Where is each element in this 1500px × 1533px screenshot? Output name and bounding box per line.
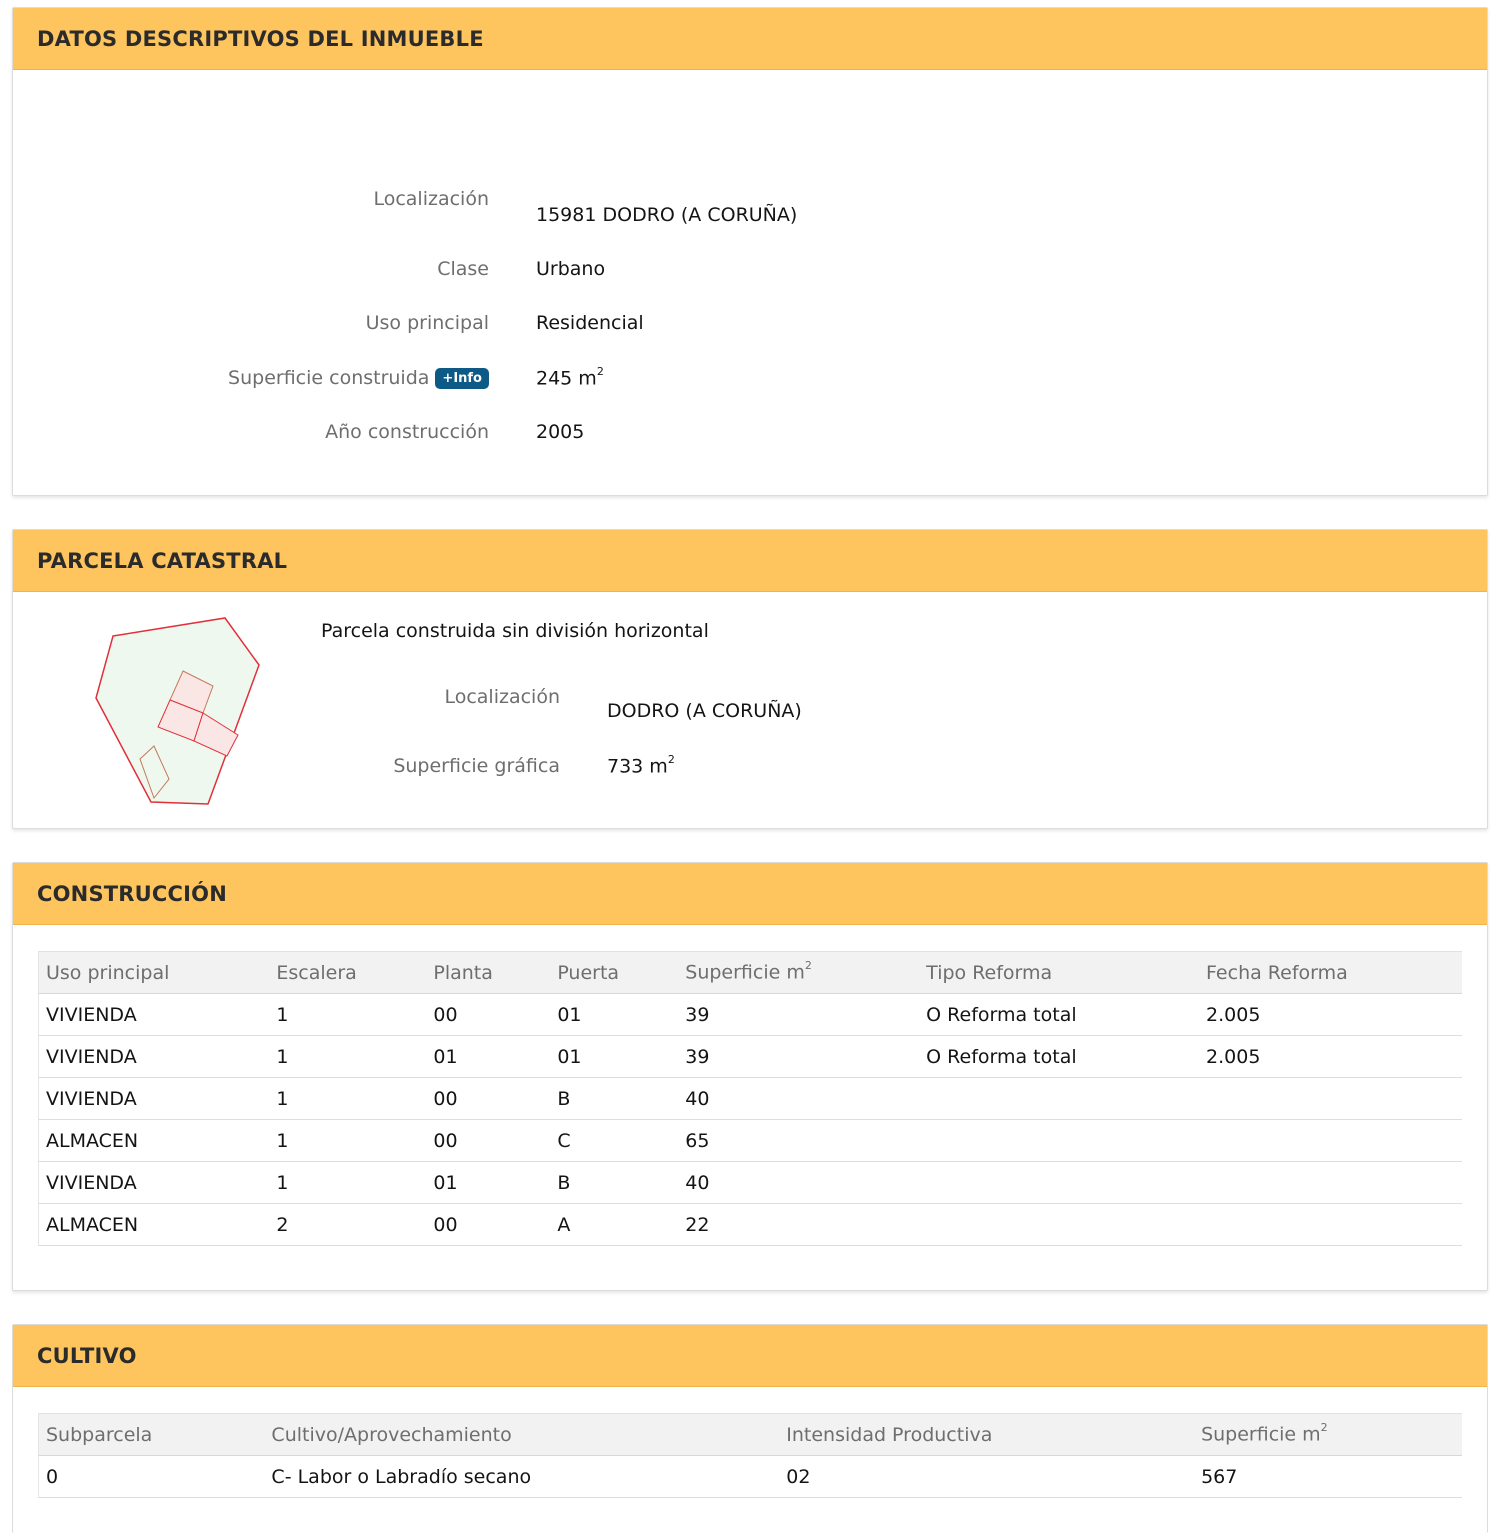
cell-uso: VIVIENDA xyxy=(39,994,270,1036)
table-row xyxy=(39,1204,1463,1246)
superficie-construida-value xyxy=(536,367,604,389)
cell-planta: 00 xyxy=(426,1078,550,1120)
cell-superficie: 39 xyxy=(678,1036,919,1078)
parcel-map-thumbnail[interactable] xyxy=(91,614,291,814)
col-subparcela: Subparcela xyxy=(39,1414,265,1456)
cell-intensidad: 02 xyxy=(779,1456,1194,1498)
col-planta: Planta xyxy=(426,952,550,994)
cell-planta: 01 xyxy=(426,1036,550,1078)
datos-descriptivos-title: DATOS DESCRIPTIVOS DEL INMUEBLE xyxy=(37,26,484,51)
parcela-description: Parcela construida sin división horizontal xyxy=(321,620,709,642)
col-fecha-reforma: Fecha Reforma xyxy=(1199,952,1462,994)
col-intensidad: Intensidad Productiva xyxy=(779,1414,1194,1456)
cell-puerta: 01 xyxy=(550,994,678,1036)
cell-escalera: 1 xyxy=(269,1162,426,1204)
table-row xyxy=(39,994,1463,1036)
cell-fecha-reforma xyxy=(1199,1078,1462,1120)
cell-tipo-reforma xyxy=(919,1162,1199,1204)
col-superficie xyxy=(1194,1414,1462,1456)
cell-tipo-reforma: O Reforma total xyxy=(919,1036,1199,1078)
cultivo-table xyxy=(38,1413,1462,1498)
cell-fecha-reforma: 2.005 xyxy=(1199,1036,1462,1078)
cell-puerta: C xyxy=(550,1120,678,1162)
superficie-grafica-number: 733 m xyxy=(607,755,668,778)
cell-uso: VIVIENDA xyxy=(39,1078,270,1120)
parcela-localizacion-value: DODRO (A CORUÑA) xyxy=(607,700,802,722)
cell-superficie: 40 xyxy=(678,1078,919,1120)
anio-construccion-value: 2005 xyxy=(536,421,585,443)
col-puerta: Puerta xyxy=(550,952,678,994)
cell-puerta: B xyxy=(550,1162,678,1204)
table-row xyxy=(39,1078,1463,1120)
cell-superficie: 40 xyxy=(678,1162,919,1204)
parcela-localizacion-label: Localización xyxy=(444,686,560,708)
cultivo-title: CULTIVO xyxy=(37,1343,137,1368)
construccion-header-row xyxy=(39,952,1463,994)
localizacion-label: Localización xyxy=(373,188,489,210)
cell-puerta: B xyxy=(550,1078,678,1120)
col-uso-principal: Uso principal xyxy=(39,952,270,994)
cell-uso: ALMACEN xyxy=(39,1204,270,1246)
cell-tipo-reforma xyxy=(919,1120,1199,1162)
cell-planta: 00 xyxy=(426,1204,550,1246)
cell-escalera: 2 xyxy=(269,1204,426,1246)
construccion-title: CONSTRUCCIÓN xyxy=(37,881,227,906)
datos-descriptivos-header xyxy=(13,8,1487,70)
col-superficie-label: Superficie m xyxy=(1201,1423,1321,1446)
col-cultivo: Cultivo/Aprovechamiento xyxy=(264,1414,779,1456)
table-row xyxy=(39,1036,1463,1078)
cell-puerta: A xyxy=(550,1204,678,1246)
cell-tipo-reforma: O Reforma total xyxy=(919,994,1199,1036)
datos-descriptivos-panel xyxy=(12,7,1488,496)
cell-fecha-reforma xyxy=(1199,1204,1462,1246)
parcela-catastral-panel xyxy=(12,529,1488,829)
cell-planta: 01 xyxy=(426,1162,550,1204)
cell-fecha-reforma xyxy=(1199,1162,1462,1204)
cell-escalera: 1 xyxy=(269,1078,426,1120)
construccion-panel xyxy=(12,862,1488,1291)
cell-planta: 00 xyxy=(426,994,550,1036)
col-escalera: Escalera xyxy=(269,952,426,994)
superficie-construida-row-label xyxy=(13,367,489,389)
table-row xyxy=(39,1162,1463,1204)
localizacion-value: 15981 DODRO (A CORUÑA) xyxy=(536,204,798,226)
col-superficie-exp: 2 xyxy=(804,959,812,973)
cell-fecha-reforma: 2.005 xyxy=(1199,994,1462,1036)
parcela-catastral-header xyxy=(13,530,1487,592)
cell-tipo-reforma xyxy=(919,1204,1199,1246)
cell-planta: 00 xyxy=(426,1120,550,1162)
cell-escalera: 1 xyxy=(269,994,426,1036)
cell-superficie: 65 xyxy=(678,1120,919,1162)
cell-escalera: 1 xyxy=(269,1120,426,1162)
cell-uso: VIVIENDA xyxy=(39,1162,270,1204)
cell-superficie: 567 xyxy=(1194,1456,1462,1498)
superficie-grafica-exp: 2 xyxy=(667,753,675,766)
col-superficie xyxy=(678,952,919,994)
cell-superficie: 22 xyxy=(678,1204,919,1246)
cultivo-header-row xyxy=(39,1414,1463,1456)
col-superficie-label: Superficie m xyxy=(685,961,805,984)
clase-label: Clase xyxy=(437,258,489,280)
clase-value: Urbano xyxy=(536,258,606,280)
anio-construccion-label: Año construcción xyxy=(325,421,489,443)
info-button[interactable]: +Info xyxy=(435,368,489,389)
cell-cultivo: C- Labor o Labradío secano xyxy=(264,1456,779,1498)
table-row xyxy=(39,1456,1463,1498)
superficie-grafica-label: Superficie gráfica xyxy=(393,755,560,777)
cell-puerta: 01 xyxy=(550,1036,678,1078)
cultivo-panel xyxy=(12,1324,1488,1533)
cell-escalera: 1 xyxy=(269,1036,426,1078)
superficie-construida-label: Superficie construida xyxy=(228,367,430,389)
superficie-grafica-value xyxy=(607,755,675,777)
construccion-table xyxy=(38,951,1462,1246)
col-superficie-exp: 2 xyxy=(1320,1421,1328,1435)
construccion-header xyxy=(13,863,1487,925)
uso-principal-label: Uso principal xyxy=(365,312,489,334)
col-tipo-reforma: Tipo Reforma xyxy=(919,952,1199,994)
uso-principal-value: Residencial xyxy=(536,312,644,334)
superficie-construida-number: 245 m xyxy=(536,367,597,390)
cell-uso: VIVIENDA xyxy=(39,1036,270,1078)
cell-subparcela: 0 xyxy=(39,1456,265,1498)
cell-tipo-reforma xyxy=(919,1078,1199,1120)
cell-superficie: 39 xyxy=(678,994,919,1036)
cell-fecha-reforma xyxy=(1199,1120,1462,1162)
table-row xyxy=(39,1120,1463,1162)
cultivo-header xyxy=(13,1325,1487,1387)
parcela-catastral-title: PARCELA CATASTRAL xyxy=(37,548,288,573)
superficie-construida-exp: 2 xyxy=(596,365,604,378)
cell-uso: ALMACEN xyxy=(39,1120,270,1162)
